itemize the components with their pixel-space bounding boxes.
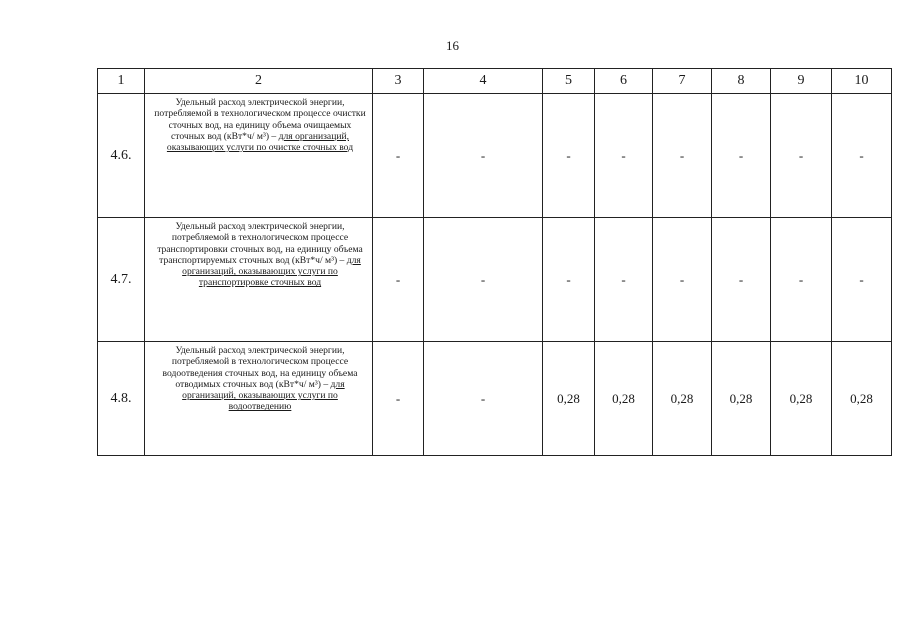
header-cell: 3 [373, 69, 424, 94]
description-underlined: для организаций, оказывающих услуги по водоотведению [182, 378, 345, 413]
description-underlined: для организаций, оказывающих услуги по транспортировке сточных вод [182, 254, 361, 289]
indicators-table [97, 68, 892, 456]
value-cell: 0,28 [653, 342, 712, 456]
row-number: 4.7. [98, 218, 145, 342]
header-cell: 5 [543, 69, 595, 94]
value-cell: 0,28 [832, 342, 892, 456]
value-cell: - [373, 218, 424, 342]
row-number: 4.8. [98, 342, 145, 456]
value-cell: - [424, 342, 543, 456]
table-row [98, 342, 892, 456]
description-text: Удельный расход электрической энергии, потребляемой в технологическом процессе очистки сточных вод, на единицу объема очищаемых сточных вод (кВт*ч/ м³) – [154, 97, 366, 142]
header-cell: 2 [145, 69, 373, 94]
header-row [98, 69, 892, 94]
value-cell: - [712, 94, 771, 218]
value-cell: - [424, 218, 543, 342]
header-cell: 7 [653, 69, 712, 94]
value-cell: - [543, 218, 595, 342]
value-cell: - [595, 94, 653, 218]
value-cell: 0,28 [543, 342, 595, 456]
value-cell: - [832, 218, 892, 342]
description-text: Удельный расход электрической энергии, потребляемой в технологическом процессе водоотведения сточных вод, на единицу объема отводимых сточных вод (кВт*ч/ м³) – [162, 345, 358, 390]
value-cell: 0,28 [712, 342, 771, 456]
value-cell: - [373, 94, 424, 218]
value-cell: - [653, 94, 712, 218]
value-cell: - [424, 94, 543, 218]
value-cell: - [712, 218, 771, 342]
header-cell: 9 [771, 69, 832, 94]
description-underlined: для организаций, оказывающих услуги по очистке сточных вод [166, 130, 354, 154]
value-cell: - [771, 94, 832, 218]
table-row [98, 94, 892, 218]
value-cell: - [653, 218, 712, 342]
value-cell: - [771, 218, 832, 342]
value-cell: 0,28 [595, 342, 653, 456]
header-cell: 8 [712, 69, 771, 94]
header-cell: 1 [98, 69, 145, 94]
header-cell: 4 [424, 69, 543, 94]
value-cell: - [595, 218, 653, 342]
value-cell: - [543, 94, 595, 218]
table-row [98, 218, 892, 342]
row-description [145, 218, 373, 342]
row-number: 4.6. [98, 94, 145, 218]
value-cell: - [373, 342, 424, 456]
description-text: Удельный расход электрической энергии, потребляемой в технологическом процессе транспортировки сточных вод, на единицу объема транспортируемых сточных вод (кВт*ч/ м³) – [157, 221, 363, 266]
header-cell: 10 [832, 69, 892, 94]
header-cell: 6 [595, 69, 653, 94]
value-cell: - [832, 94, 892, 218]
row-description [145, 342, 373, 456]
value-cell: 0,28 [771, 342, 832, 456]
page-number: 16 [446, 38, 459, 53]
row-description [145, 94, 373, 218]
